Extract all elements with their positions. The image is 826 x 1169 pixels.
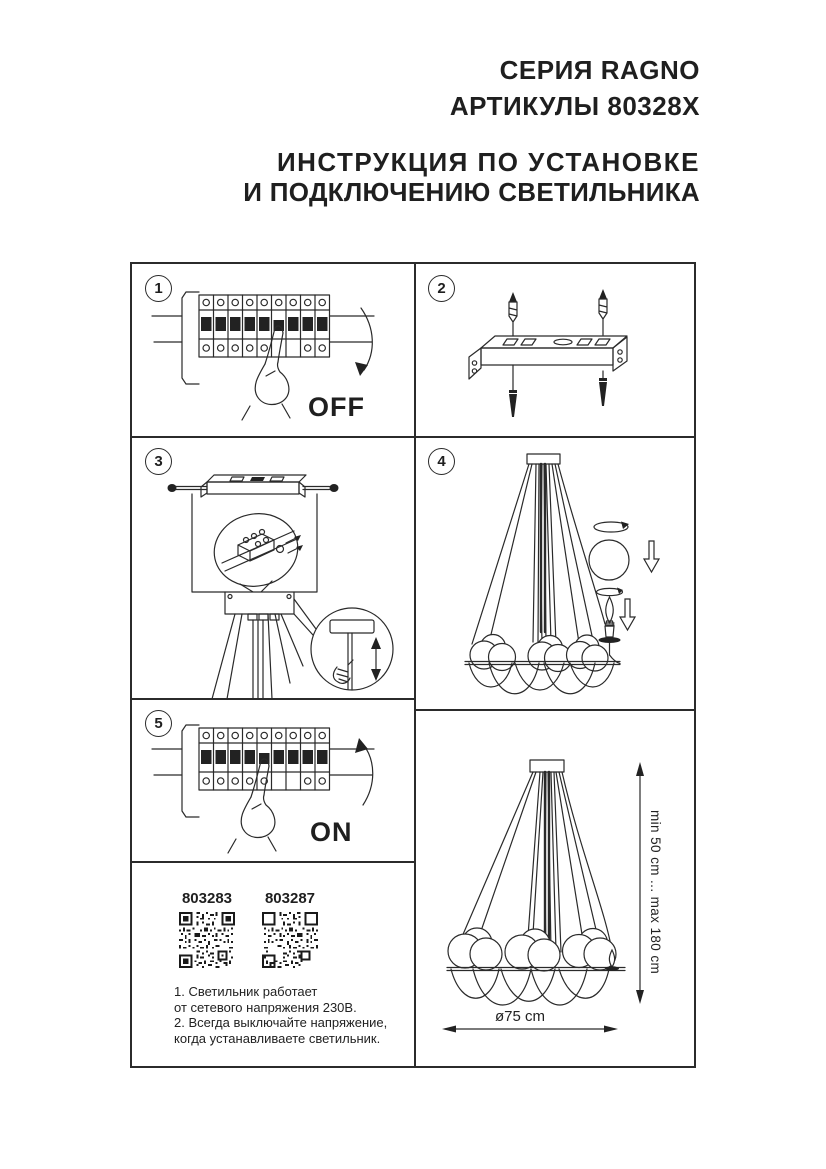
globes	[470, 635, 608, 672]
qr-code-803287	[262, 912, 318, 968]
breaker-off-drawing	[132, 264, 415, 437]
header	[243, 55, 700, 207]
terminal-block-callout	[207, 506, 304, 595]
article-code-2: 803287	[264, 890, 316, 907]
doc-title-line2: И ПОДКЛЮЧЕНИЮ СВЕТИЛЬНИКА	[243, 177, 700, 207]
note-line: 2. Всегда выключайте напряжение,	[174, 1015, 388, 1030]
suspension-cords	[212, 614, 303, 699]
diameter-label: ø75 cm	[494, 1008, 545, 1025]
article-code-1: 803283	[181, 890, 233, 907]
breaker-row	[152, 725, 374, 817]
articles-title: АРТИКУЛЫ 80328X	[449, 91, 700, 121]
suspension-cords	[472, 464, 605, 647]
step-number-badge: 5	[145, 710, 172, 737]
note-line: 1. Светильник работает	[174, 984, 318, 999]
diameter-dimension	[442, 1026, 618, 1033]
step-panel-2	[415, 264, 698, 437]
steps-grid	[130, 262, 696, 1068]
globe-detail	[589, 522, 629, 581]
step-number-badge: 2	[428, 275, 455, 302]
ceiling-plate	[527, 454, 560, 464]
breaker-row	[152, 292, 374, 384]
step-panel-3	[132, 437, 415, 699]
anchor-dowels	[509, 289, 607, 336]
step-number-badge: 4	[428, 448, 455, 475]
breaker-toggles	[201, 317, 328, 331]
step-panel-4	[415, 437, 698, 710]
step-panel-5	[132, 699, 415, 862]
off-label: OFF	[308, 392, 365, 422]
pointing-hand-icon	[242, 326, 290, 420]
step-number-badge: 1	[145, 275, 172, 302]
height-range-label: min 50 cm ... max 180 cm	[648, 810, 663, 975]
breaker-on-drawing	[132, 699, 415, 862]
dimensions-panel	[415, 710, 698, 1070]
info-area	[132, 862, 415, 1070]
qr-code-803283	[179, 912, 235, 968]
cable-lock-detail	[311, 608, 393, 690]
height-dimension	[636, 762, 644, 1004]
note-line: когда устанавливаете светильник.	[174, 1030, 381, 1046]
arms	[451, 969, 609, 1005]
step-number-badge: 3	[145, 448, 172, 475]
chandelier-assembly-drawing	[415, 437, 698, 710]
alignment-guides	[192, 494, 317, 592]
safety-notes	[174, 984, 409, 1046]
bracket-with-screws	[168, 475, 339, 497]
step-panel-1	[132, 264, 415, 437]
note-line: от сетевого напряжения 230В.	[174, 999, 357, 1015]
callout-wedge	[294, 599, 316, 635]
canopy	[225, 592, 294, 620]
canopy-wiring-drawing	[132, 437, 415, 699]
ceiling-plate	[530, 760, 564, 772]
doc-title-line1: ИНСТРУКЦИЯ ПО УСТАНОВКЕ	[276, 147, 700, 177]
series-title: СЕРИЯ RAGNO	[499, 55, 700, 85]
screws	[509, 365, 607, 417]
breaker-toggles	[201, 750, 328, 764]
on-label: ON	[310, 817, 353, 847]
mounting-bracket-drawing	[415, 264, 698, 437]
pointing-hand-icon	[228, 759, 276, 853]
globes	[448, 928, 616, 971]
arrow-up-icon	[355, 738, 373, 805]
